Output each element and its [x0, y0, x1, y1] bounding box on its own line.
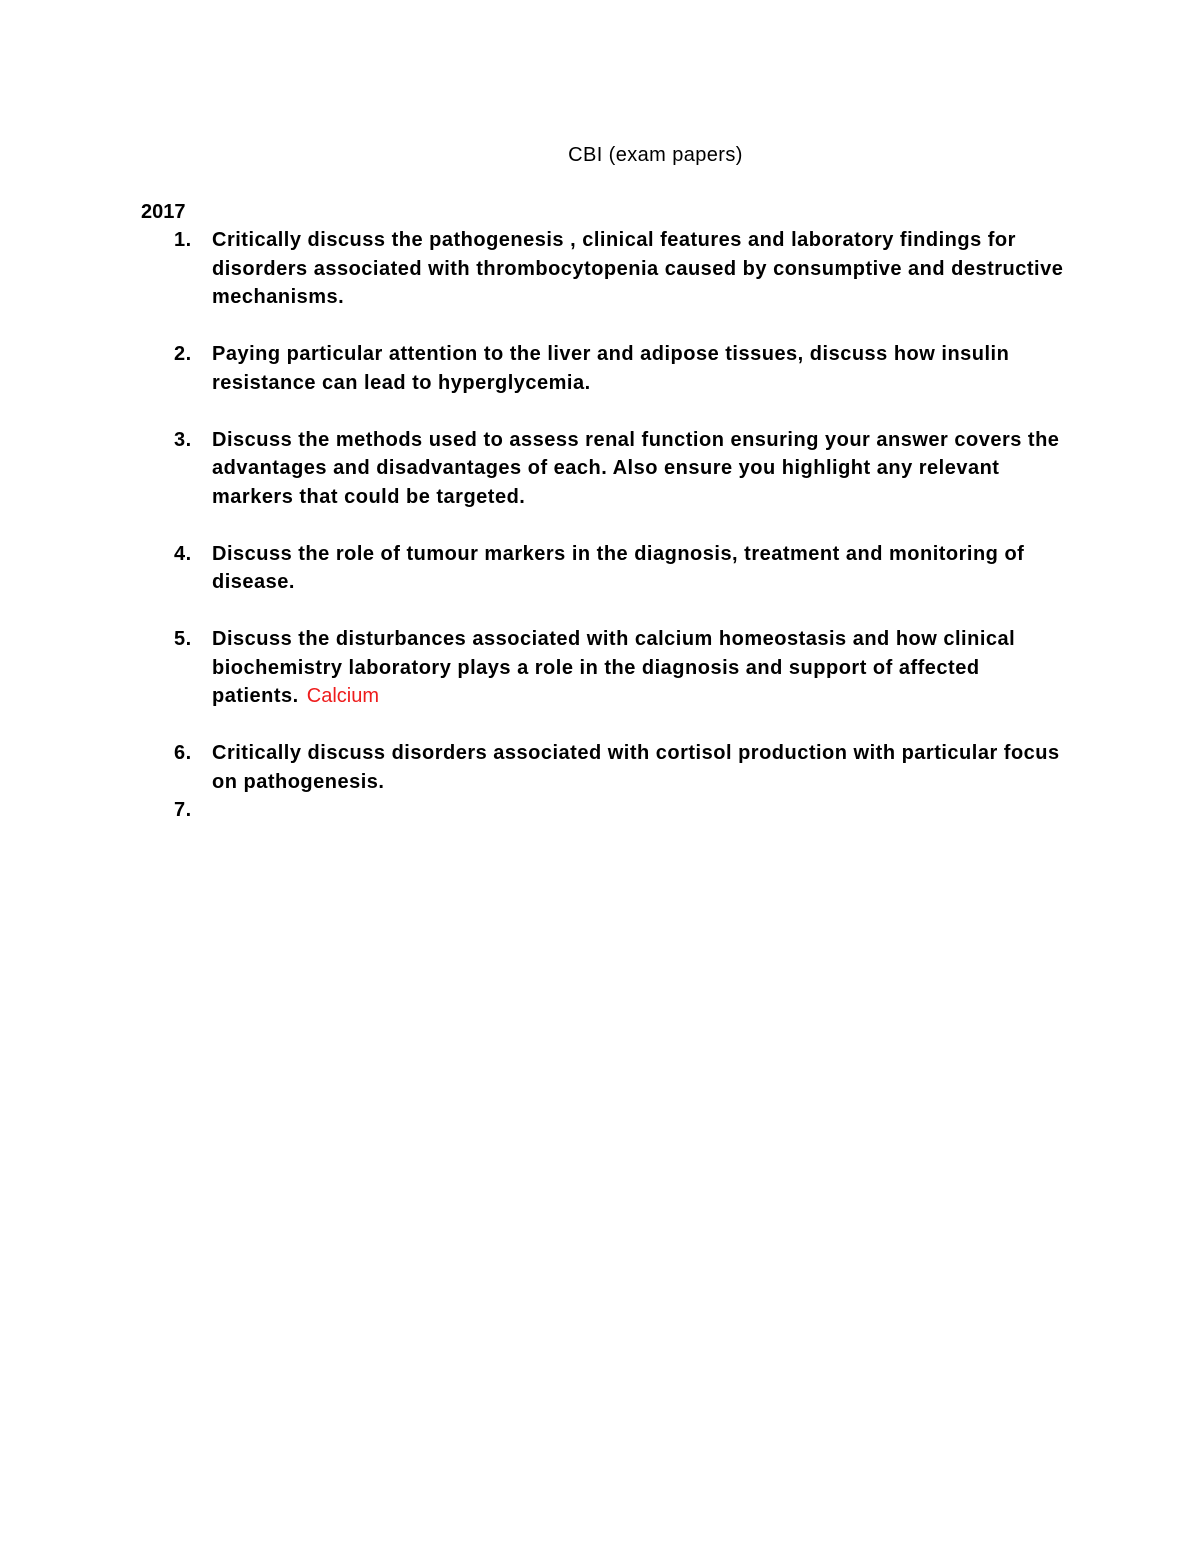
question-text: Paying particular attention to the liver and adipose tissues, discuss how insulin resistance can lead to hyperglycemia. — [212, 343, 1010, 394]
question-number: 2. — [174, 343, 192, 365]
question-number: 3. — [174, 428, 192, 451]
question-text: Discuss the role of tumour markers in the diagnosis, treatment and monitoring of disease. — [212, 542, 1025, 593]
question-text — [212, 799, 218, 821]
question-item — [141, 739, 1081, 796]
question-text: Critically discuss disorders associated with cortisol production with particular focus on pathogenesis. — [212, 742, 1060, 793]
question-list — [141, 226, 1081, 825]
question-number: 6. — [174, 742, 192, 764]
question-number: 1. — [174, 229, 192, 251]
question-item — [141, 340, 1081, 397]
question-item — [141, 426, 1081, 512]
margin-note: Calcium — [306, 685, 379, 707]
question-item-empty — [141, 796, 1081, 825]
question-number: 4. — [174, 542, 192, 565]
question-item — [141, 540, 1081, 597]
question-text: Critically discuss the pathogenesis , clinical features and laboratory findings for disorders associated with thrombocytopenia caused by consumptive and destructive mechanisms. — [212, 229, 1064, 308]
question-item — [141, 226, 1081, 312]
question-text: Discuss the disturbances associated with calcium homeostasis and how clinical biochemistry laboratory plays a role in the diagnosis and support of affected patients. — [212, 628, 1016, 707]
document-title: CBI (exam papers) — [568, 144, 743, 166]
exam-year: 2017 — [141, 201, 186, 223]
question-number: 5. — [174, 628, 192, 650]
question-item — [141, 625, 1081, 711]
question-text: Discuss the methods used to assess renal function ensuring your answer covers the advantages and disadvantages of each. Also ensure you highlight any relevant markers that could be targeted. — [212, 428, 1060, 508]
question-number: 7. — [174, 799, 192, 821]
